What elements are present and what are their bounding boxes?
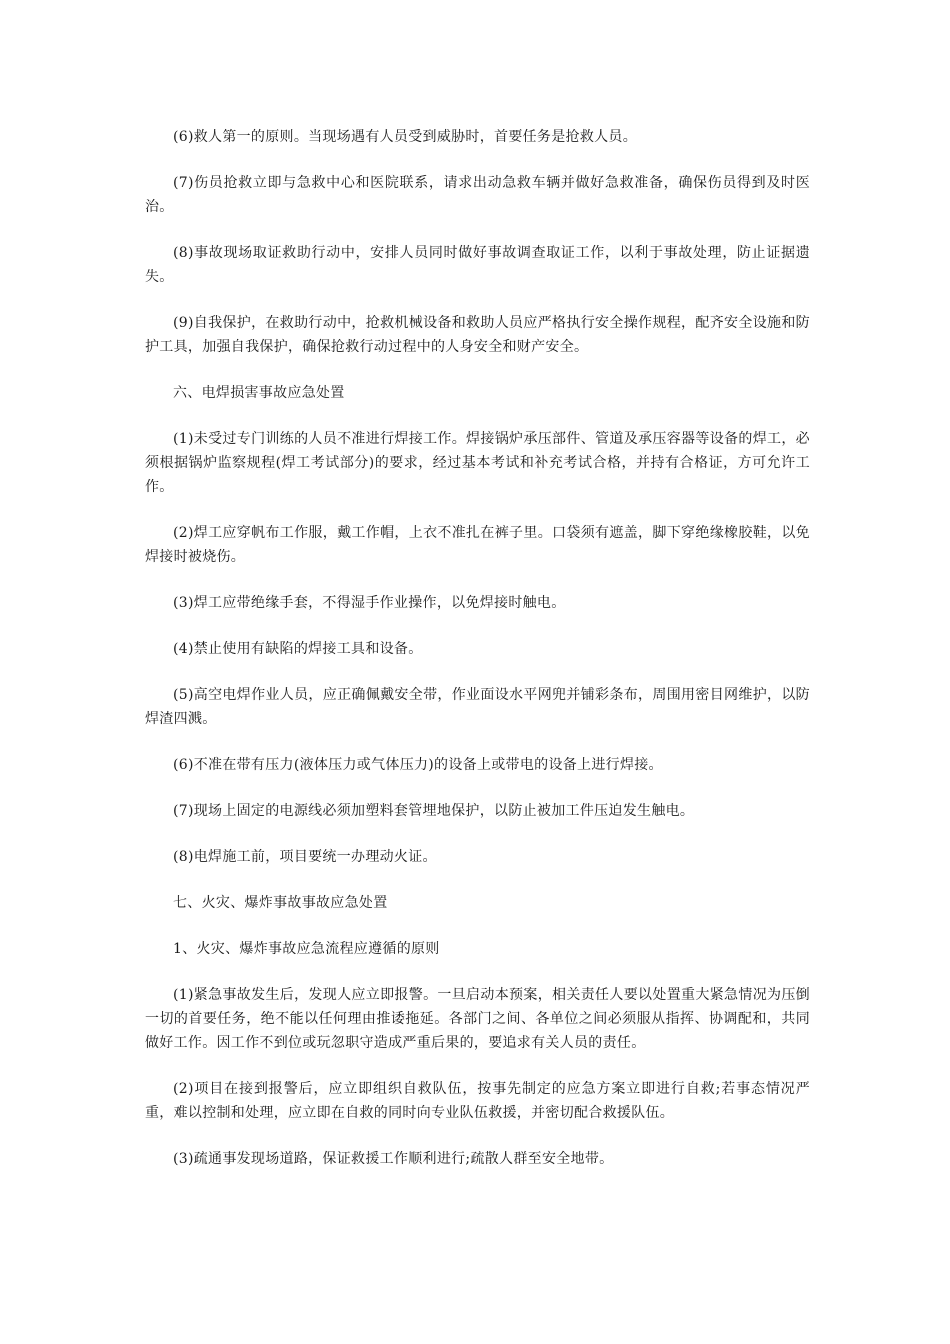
paragraph: (8)电焊施工前，项目要统一办理动火证。: [173, 849, 437, 865]
paragraph: (5)高空电焊作业人员，应正确佩戴安全带，作业面设水平网兜并铺彩条布，周围用密目网维护，以防焊渣四溅。: [145, 687, 810, 727]
document-page: [145, 125, 810, 1193]
paragraph: (2)焊工应穿帆布工作服，戴工作帽，上衣不准扎在裤子里。口袋须有遮盖，脚下穿绝缘橡胶鞋，以免焊接时被烧伤。: [145, 525, 810, 565]
subsection-heading: 1、火灾、爆炸事故应急流程应遵循的原则: [173, 941, 440, 957]
paragraph: (4)禁止使用有缺陷的焊接工具和设备。: [173, 641, 423, 657]
paragraph: (1)未受过专门训练的人员不准进行焊接工作。焊接锅炉承压部件、管道及承压容器等设备的焊工，必须根据锅炉监察规程(焊工考试部分)的要求，经过基本考试和补充考试合格，并持有合格证，方可允许工作。: [145, 431, 810, 495]
paragraph: (7)现场上固定的电源线必须加塑料套管埋地保护，以防止被加工件压迫发生触电。: [173, 803, 695, 819]
paragraph: (3)疏通事发现场道路，保证救援工作顺利进行;疏散人群至安全地带。: [173, 1151, 614, 1167]
paragraph: (6)不准在带有压力(液体压力或气体压力)的设备上或带电的设备上进行焊接。: [173, 757, 663, 773]
section-heading: 七、火灾、爆炸事故事故应急处置: [173, 895, 388, 911]
paragraph: (9)自我保护，在救助行动中，抢救机械设备和救助人员应严格执行安全操作规程，配齐安全设施和防护工具，加强自我保护，确保抢救行动过程中的人身安全和财产安全。: [145, 315, 810, 355]
paragraph: (2)项目在接到报警后，应立即组织自救队伍，按事先制定的应急方案立即进行自救;若事态情况严重，难以控制和处理，应立即在自救的同时向专业队伍救援，并密切配合救援队伍。: [145, 1081, 810, 1121]
paragraph: (7)伤员抢救立即与急救中心和医院联系，请求出动急救车辆并做好急救准备，确保伤员得到及时医治。: [145, 175, 810, 215]
section-heading: 六、电焊损害事故应急处置: [173, 385, 345, 401]
paragraph: (1)紧急事故发生后，发现人应立即报警。一旦启动本预案，相关责任人要以处置重大紧急情况为压倒一切的首要任务，绝不能以任何理由推诿拖延。各部门之间、各单位之间必须服从指挥、协调配和，共同做好工作。因工作不到位或玩忽职守造成严重后果的，要追求有关人员的责任。: [145, 987, 810, 1051]
paragraph: (3)焊工应带绝缘手套，不得湿手作业操作，以免焊接时触电。: [173, 595, 566, 611]
paragraph: (6)救人第一的原则。当现场遇有人员受到威胁时，首要任务是抢救人员。: [173, 129, 638, 145]
paragraph: (8)事故现场取证救助行动中，安排人员同时做好事故调查取证工作，以利于事故处理，防止证据遗失。: [145, 245, 810, 285]
